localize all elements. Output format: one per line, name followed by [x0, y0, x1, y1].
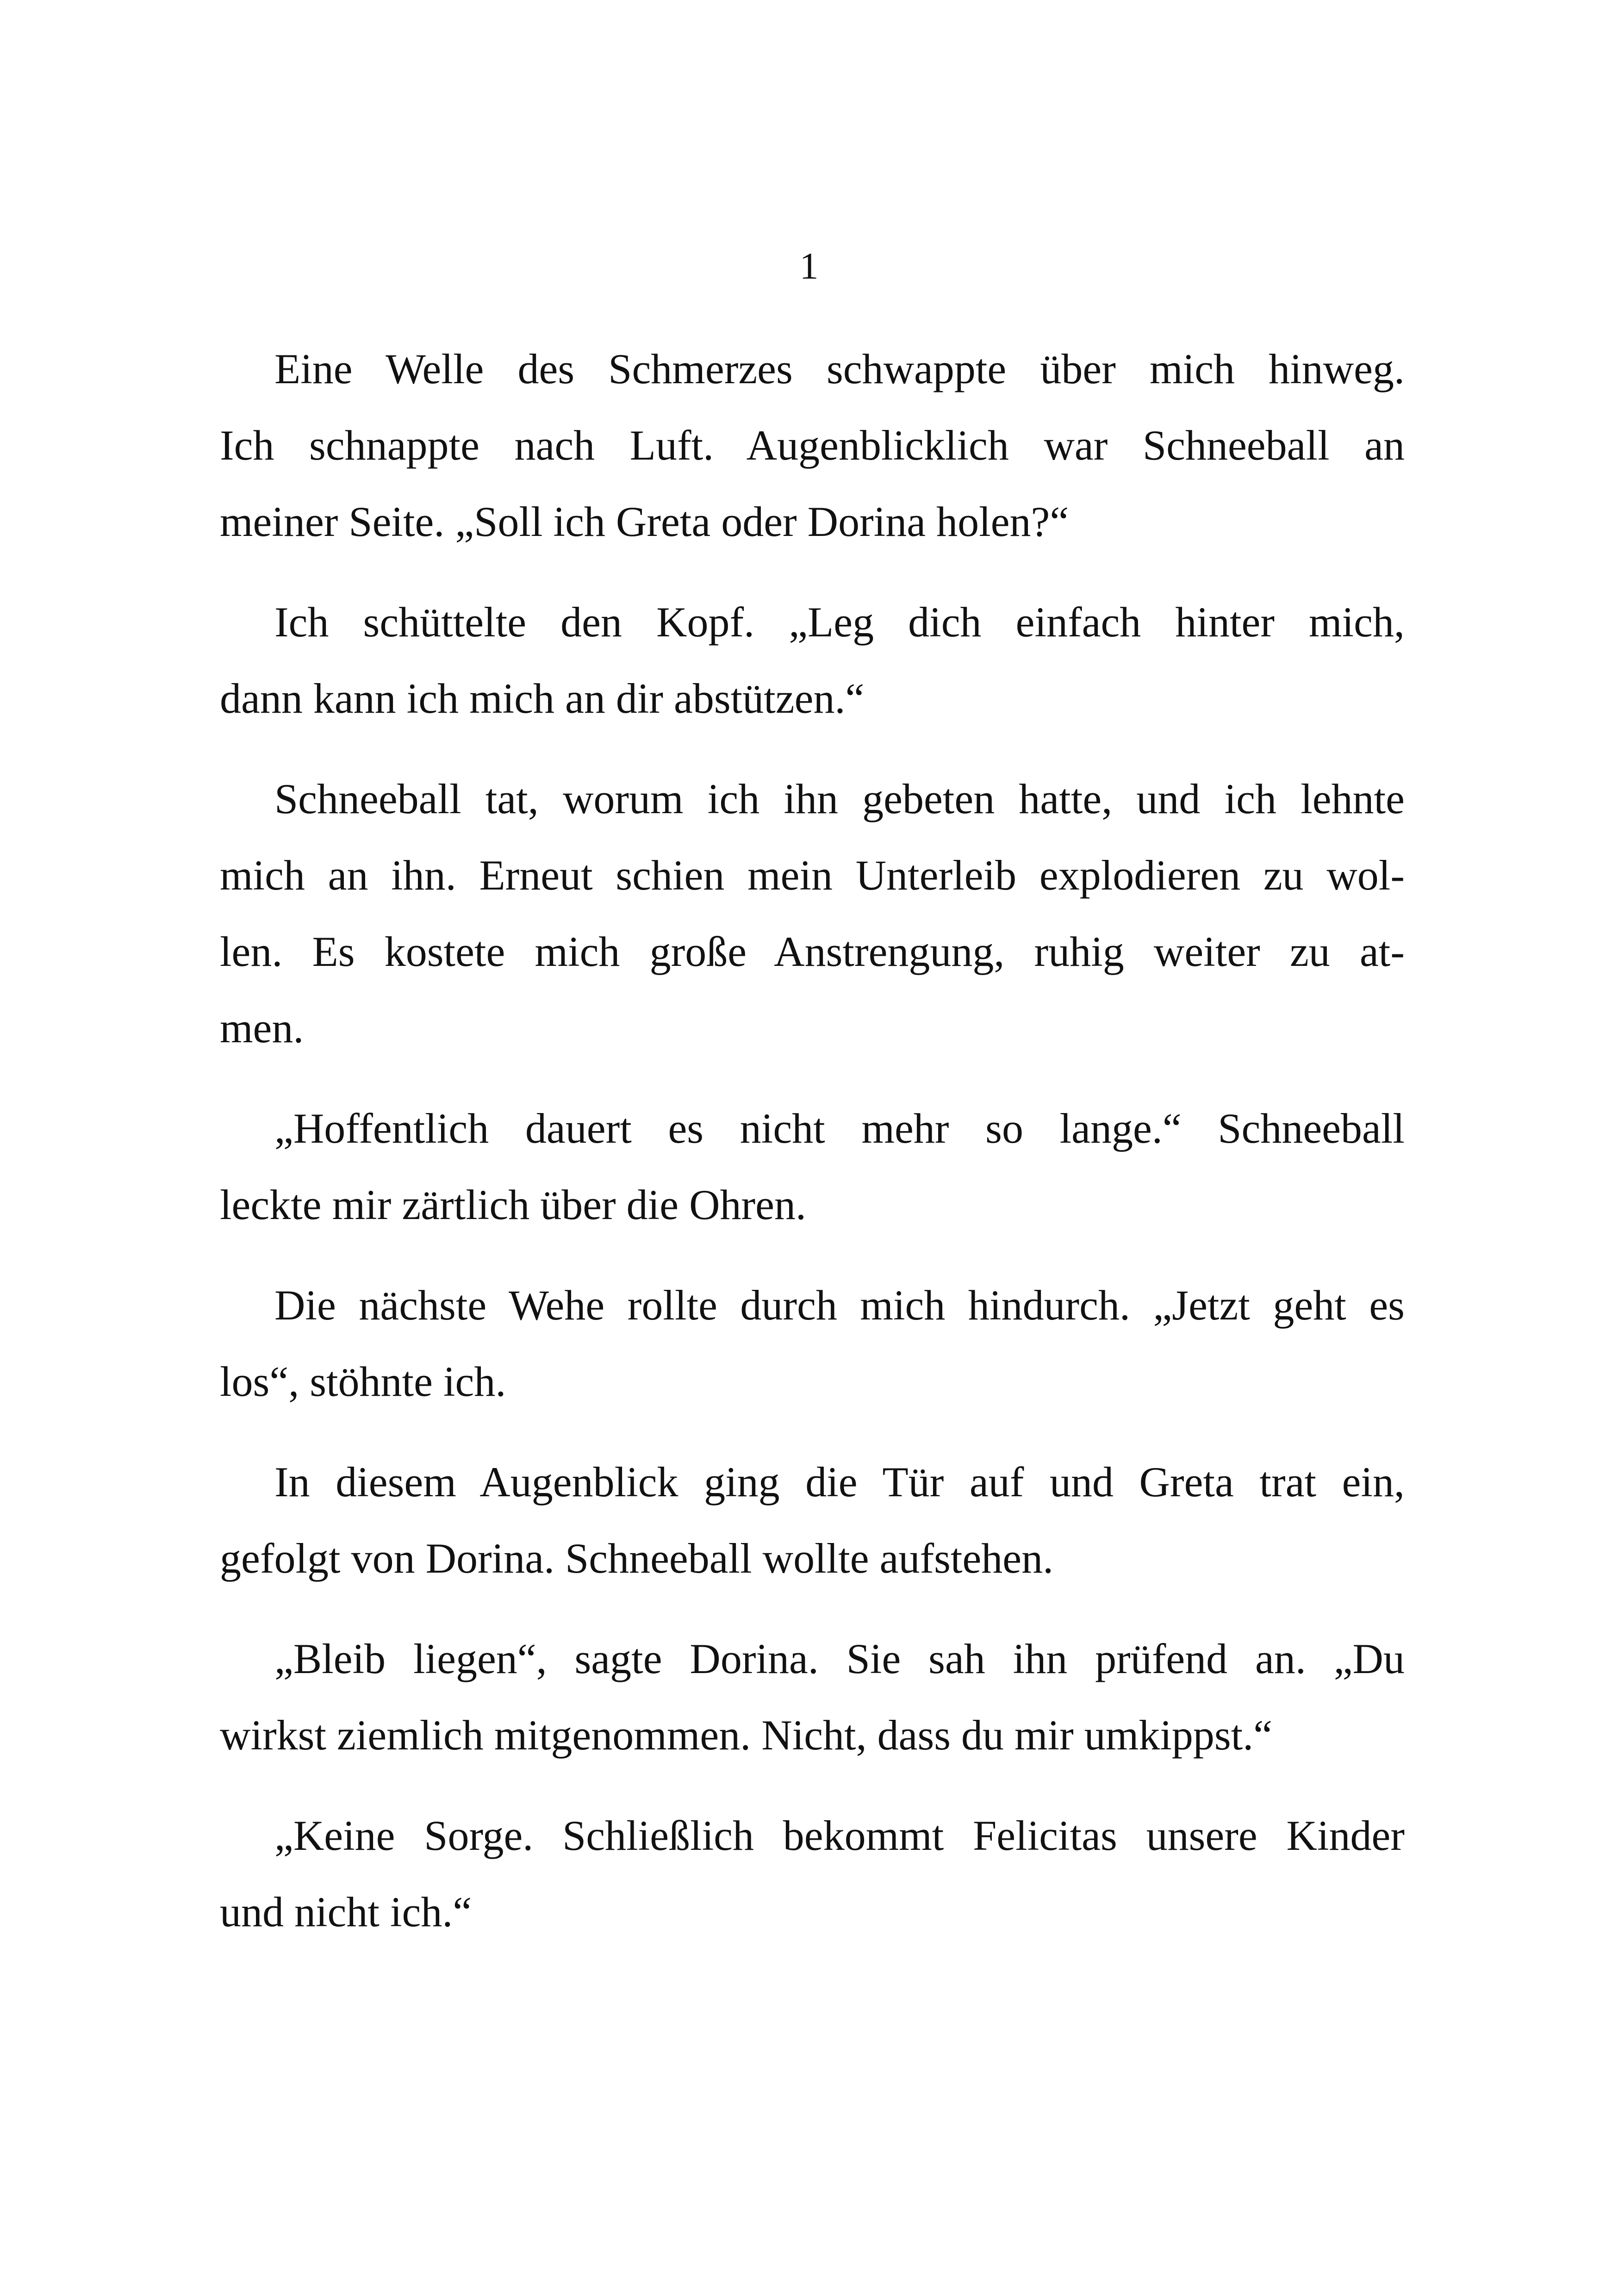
paragraph — [220, 1621, 1405, 1773]
text-line: gefolgt von Dorina. Schneeball wollte aufstehen. — [220, 1535, 1054, 1582]
paragraph — [220, 761, 1405, 1066]
text-line: mich an ihn. Erneut schien mein Unterleib explodieren zu wol- — [220, 852, 1405, 899]
paragraph — [220, 584, 1405, 737]
paragraph — [220, 1798, 1405, 1950]
text-line: und nicht ich.“ — [220, 1888, 472, 1935]
paragraph — [220, 1267, 1405, 1420]
text-line: In diesem Augenblick ging die Tür auf und Greta trat ein, — [274, 1458, 1405, 1506]
text-line: meiner Seite. „Soll ich Greta oder Dorina holen?“ — [220, 498, 1069, 545]
text-line: Ich schüttelte den Kopf. „Leg dich einfach hinter mich, — [274, 598, 1405, 646]
text-line: „Bleib liegen“, sagte Dorina. Sie sah ihn prüfend an. „Du — [274, 1635, 1405, 1682]
text-line: wirkst ziemlich mitgenommen. Nicht, dass du mir umkippst.“ — [220, 1711, 1273, 1759]
chapter-number: 1 — [799, 245, 819, 287]
text-line: „Hoffentlich dauert es nicht mehr so lange.“ Schneeball — [274, 1105, 1405, 1152]
text-line: Die nächste Wehe rollte durch mich hindurch. „Jetzt geht es — [274, 1282, 1405, 1329]
text-line: len. Es kostete mich große Anstrengung, ruhig weiter zu at- — [220, 928, 1405, 975]
text-line: leckte mir zärtlich über die Ohren. — [220, 1181, 806, 1228]
text-line: Schneeball tat, worum ich ihn gebeten hatte, und ich lehnte — [274, 775, 1405, 822]
text-line: „Keine Sorge. Schließlich bekommt Felicitas unsere Kinder — [274, 1812, 1405, 1859]
paragraph — [220, 1444, 1405, 1597]
body-text — [220, 331, 1405, 1974]
paragraph — [220, 1090, 1405, 1243]
text-line: Ich schnappte nach Luft. Augenblicklich war Schneeball an — [220, 422, 1405, 469]
text-line: los“, stöhnte ich. — [220, 1358, 506, 1405]
paragraph — [220, 331, 1405, 560]
text-line: men. — [220, 1004, 304, 1052]
text-line: dann kann ich mich an dir abstützen.“ — [220, 675, 865, 722]
text-line: Eine Welle des Schmerzes schwappte über mich hinweg. — [274, 345, 1405, 392]
